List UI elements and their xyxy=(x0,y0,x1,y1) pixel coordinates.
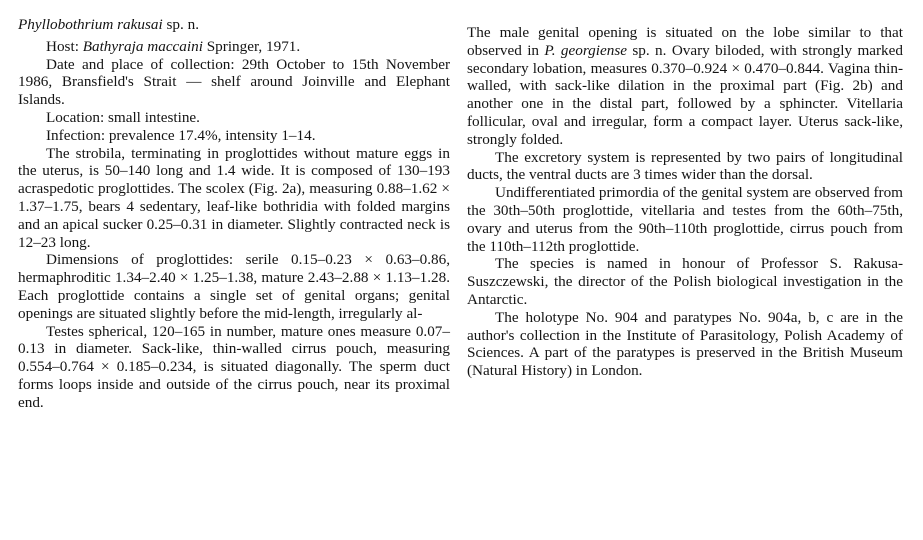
compared-species: P. georgiense xyxy=(544,41,627,59)
holotype-paragraph: The holotype No. 904 and paratypes No. 904a, b, c are in the author's collection in the Institute of Parasitology, Polish Academy of Sciences. A part of the paratypes is preserved in the British Museum (Natural History) in London. xyxy=(467,308,903,380)
male-opening-paragraph xyxy=(467,24,903,149)
male-post-text: sp. n. Ovary biloded, with strongly marked secondary lobation, measures 0.370–0.924 × 0.470–0.844. Vagina thin-walled, with sack-like dilation in the proximal part (Fig. 2b) and another one in the distal part, followed by a sphincter. Vitellaria follicular, oval and irregular, form a compact layer. Uterus sack-like, strongly folded. xyxy=(467,41,903,148)
dimensions-paragraph: Dimensions of proglottides: serile 0.15–0.23 × 0.63–0.86, hermaphroditic 1.34–2.40 × 1.25–1.38, mature 2.43–2.88 × 1.13–1.28. Each proglottide contains a single set of genital organs; genital openings are situated slightly before the mid-length, irregularly al- xyxy=(18,251,450,322)
species-name: Phyllobothrium rakusai xyxy=(18,16,163,33)
male-pre-text: The male genital opening is situated on the lobe similar to that observed in xyxy=(467,24,903,59)
host-label: Host: xyxy=(46,37,83,55)
etymology-paragraph: The species is named in honour of Professor S. Rakusa-Suszczewski, the director of the Polish biological investigation in the Antarctic. xyxy=(467,255,903,308)
collection-paragraph: Date and place of collection: 29th October to 15th November 1986, Bransfield's Strait — shelf around Joinville and Elephant Islands. xyxy=(18,55,450,109)
location-paragraph: Location: small intestine. xyxy=(46,108,200,126)
host-rest: Springer, 1971. xyxy=(202,37,301,55)
species-title xyxy=(18,16,450,34)
host-species: Bathyraja maccaini xyxy=(82,37,203,55)
strobila-paragraph: The strobila, terminating in proglottides without mature eggs in the uterus, is 50–140 long and 1.4 wide. It is composed of 130–193 acraspedotic proglottides. The scolex (Fig. 2a), measuring 0.88–1.62 × 1.37–1.75, bears 4 sedentary, leaf-like bothridia with folded margins and an apical sucker 0.25–0.31 in diameter. Slightly contracted neck is 12–23 long. xyxy=(18,144,450,251)
primordia-paragraph: Undifferentiated primordia of the genital system are observed from the 30th–50th proglottide, vitellaria and testes from the 60th–75th, ovary and uterus from the 90th–110th proglottide, cirrus pouch from the 110th–112th proglottide. xyxy=(467,184,903,255)
excretory-paragraph: The excretory system is represented by two pairs of longitudinal ducts, the ventral ducts are 3 times wider than the dorsal. xyxy=(467,148,903,184)
host-paragraph xyxy=(18,38,450,56)
species-suffix: sp. n. xyxy=(162,16,199,33)
right-column xyxy=(467,24,903,380)
left-column xyxy=(18,16,450,412)
infection-paragraph: Infection: prevalence 17.4%, intensity 1–14. xyxy=(46,126,316,144)
testes-paragraph: Testes spherical, 120–165 in number, mature ones measure 0.07–0.13 in diameter. Sack-like, thin-walled cirrus pouch, measuring 0.554–0.764 × 0.185–0.234, is situated diagonally. The sperm duct forms loops inside and outside of the cirrus pouch, near its proximal end. xyxy=(18,322,450,411)
